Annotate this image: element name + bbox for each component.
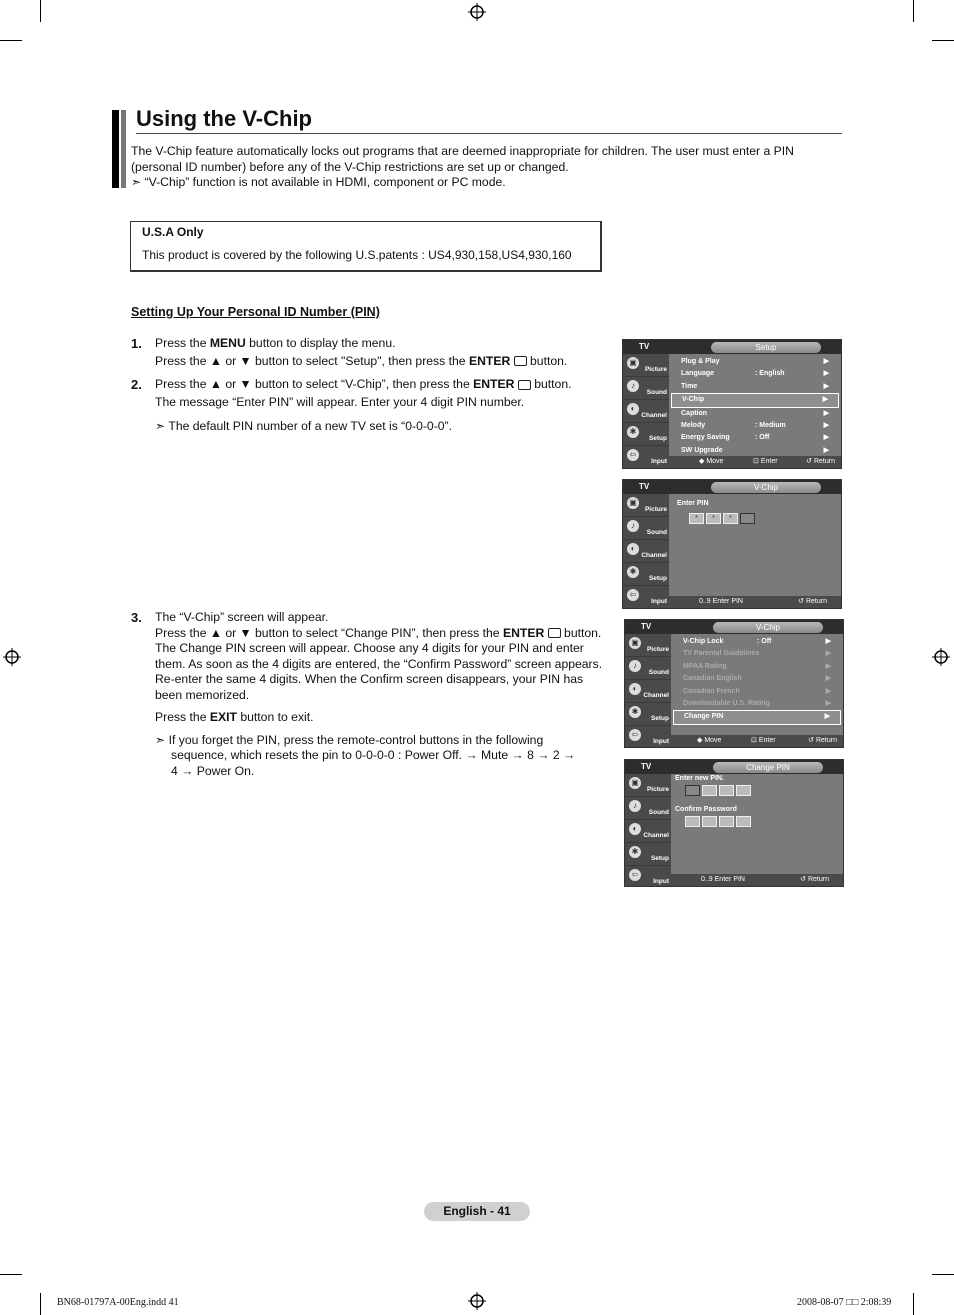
hint-text: Move: [706, 458, 724, 465]
crop-mark: [0, 1274, 22, 1275]
page-title: Using the V-Chip: [136, 106, 312, 131]
tv-menu-label: Language: [681, 370, 715, 378]
arrow-right-icon: ▶: [823, 421, 829, 429]
tv-menu-item[interactable]: [671, 381, 839, 393]
tv-menu-item[interactable]: [671, 420, 839, 432]
input-icon: ⇦: [629, 729, 641, 741]
tv-side-label: Sound: [646, 389, 667, 396]
tv-label: TV: [641, 622, 652, 631]
move-hint: ◆ Move: [699, 458, 724, 465]
registration-mark-icon: [932, 648, 950, 666]
tv-side-label: Input: [651, 598, 667, 605]
pin-digit: [719, 785, 734, 796]
pin-digit: [685, 816, 700, 827]
return-hint: ↺ Return: [798, 598, 827, 605]
tv-side-label: Picture: [646, 646, 669, 653]
hint-text: Return: [805, 598, 827, 605]
tv-menu-item-disabled[interactable]: [673, 686, 841, 698]
step-text: button to display the menu.: [245, 336, 396, 350]
tv-header: [623, 340, 841, 354]
step-text: Press the ▲ or ▼ button to select “V-Chip”, then press the: [155, 377, 474, 391]
tv-change-pin-area: [673, 775, 841, 827]
key-name: ENTER: [502, 625, 545, 640]
tv-side-label: Input: [651, 458, 667, 465]
forgot-pin-note: 4 → Power On.: [171, 763, 255, 778]
tv-sidebar: [625, 774, 671, 887]
hint-text: 0..9: [701, 876, 713, 883]
tv-side-setup[interactable]: [623, 563, 669, 586]
hint-text: Return: [807, 876, 829, 883]
tv-menu-label: Energy Saving: [681, 434, 730, 442]
crop-mark: [932, 1274, 954, 1275]
tv-label: TV: [639, 342, 650, 351]
step-text: been memorized.: [155, 687, 250, 702]
pin-digit: [685, 785, 700, 796]
default-pin-note: ➣ The default PIN number of a new TV set is “0-0-0-0”.: [155, 419, 452, 433]
tv-label: TV: [639, 482, 650, 491]
tv-menu-label: Change PIN: [684, 713, 724, 721]
tv-menu-item[interactable]: [671, 368, 839, 380]
arrow-right-icon: ▶: [825, 699, 831, 707]
hint-text: Enter PIN: [714, 876, 745, 883]
arrow-right-icon: ▶: [823, 382, 829, 390]
tv-label: TV: [641, 762, 652, 771]
tv-menu-value: : Medium: [755, 421, 786, 429]
key-name: EXIT: [209, 710, 237, 724]
tv-menu-label: Caption: [681, 409, 708, 417]
return-hint: ↺ Return: [800, 876, 829, 883]
tv-menu-label: Time: [681, 382, 698, 390]
key-name: ENTER: [468, 353, 511, 368]
hint-text: Enter: [758, 737, 776, 744]
tv-menu-value: : Off: [755, 434, 770, 442]
step-text: The “V-Chip” screen will appear.: [155, 610, 329, 624]
enter-hint: ⊡ Enter: [751, 737, 776, 744]
picture-icon: ▣: [627, 357, 639, 369]
tv-menu-item[interactable]: [673, 636, 841, 648]
tv-help-bar: [671, 735, 843, 747]
step-text: The message “Enter PIN” will appear. Enter your 4 digit PIN number.: [155, 394, 525, 409]
tv-menu-item[interactable]: [671, 408, 839, 420]
tv-tab: V-Chip: [711, 482, 821, 493]
gear-icon: ✱: [627, 426, 639, 438]
crop-mark: [932, 40, 954, 41]
hint-text: Return: [815, 737, 837, 744]
tv-side-sound[interactable]: [625, 797, 671, 820]
tv-side-label: Channel: [641, 552, 667, 559]
gear-icon: ✱: [629, 846, 641, 858]
usa-text: This product is covered by the following U.S.patents : US4,930,158,US4,930,160: [142, 248, 572, 262]
arrow-right-icon: ▶: [823, 358, 829, 365]
tv-menu-label: Canadian English: [683, 675, 742, 683]
tv-pin-area: [671, 496, 839, 524]
tv-help-bar: [669, 596, 841, 608]
step-text: Re-enter the same 4 digits. When the Confirm screen disappears, your PIN has: [155, 672, 584, 686]
tv-sidebar: [625, 634, 671, 748]
arrow-right-icon: ▶: [823, 370, 829, 378]
tv-side-label: Sound: [648, 669, 669, 676]
pin-digit: [702, 785, 717, 796]
step-text: Press the ▲ or ▼ button to select “Change PIN”, then press the: [155, 625, 503, 640]
page-number: English - 41: [424, 1202, 530, 1221]
sound-icon: ♪: [629, 800, 641, 812]
move-hint: ◆ Move: [697, 737, 722, 744]
hdmi-note: ➣ “V-Chip” function is not available in HDMI, component or PC mode.: [131, 175, 506, 189]
tv-side-input[interactable]: [623, 446, 669, 469]
arrow-right-icon: ▶: [825, 662, 831, 670]
tv-menu-item-selected[interactable]: [671, 393, 839, 407]
enter-hint: ⊡ Enter: [753, 458, 778, 465]
step-text: button to exit.: [236, 710, 314, 724]
tv-menu-value: : Off: [757, 638, 772, 645]
enter-icon: [518, 380, 531, 390]
tv-side-channel[interactable]: [623, 540, 669, 563]
confirm-pin-input[interactable]: [673, 816, 841, 827]
arrow-right-icon: ▶: [825, 650, 831, 658]
tv-menu-item-disabled[interactable]: [673, 698, 841, 710]
tv-menu-label: Melody: [681, 421, 706, 429]
tv-side-label: Picture: [644, 506, 667, 513]
sound-icon: ♪: [627, 520, 639, 532]
tv-side-label: Picture: [646, 786, 669, 793]
pin-digit: [702, 816, 717, 827]
sound-icon: ♪: [627, 380, 639, 392]
tv-menu-label: MPAA Rating: [683, 662, 727, 670]
arrow-right-icon: ▶: [825, 638, 831, 645]
hint-text: Enter: [760, 458, 778, 465]
tv-side-label: Input: [653, 738, 669, 745]
tv-header: [625, 620, 843, 634]
picture-icon: ▣: [627, 497, 639, 509]
tv-menu-label: V-Chip Lock: [683, 638, 724, 645]
tv-menu-item-selected[interactable]: [673, 710, 841, 724]
usa-patent-box: [130, 221, 602, 272]
forgot-pin-note: sequence, which resets the pin to 0-0-0-0 : Power Off. → Mute → 8 → 2 →: [171, 748, 576, 762]
enter-icon: [548, 628, 561, 638]
channel-icon: ◐: [629, 683, 641, 695]
key-name: ENTER: [473, 377, 515, 391]
tv-side-label: Setup: [648, 575, 667, 582]
input-icon: ⇦: [629, 869, 641, 881]
forgot-pin-note: ➣ If you forget the PIN, press the remote-control buttons in the following: [155, 732, 544, 747]
tv-side-label: Channel: [643, 692, 669, 699]
tv-side-sound[interactable]: [623, 517, 669, 540]
title-accent-bar: [112, 110, 119, 188]
arrow-right-icon: ▶: [825, 687, 831, 695]
crop-mark: [913, 1293, 914, 1315]
sound-icon: ♪: [629, 660, 641, 672]
tv-side-setup[interactable]: [625, 843, 671, 866]
enter-pin-hint: [701, 874, 745, 886]
picture-icon: ▣: [629, 637, 641, 649]
confirm-password-label: Confirm Password: [675, 806, 737, 813]
hint-text: 0..9: [699, 598, 711, 605]
tv-menu-label: Downloadable U.S. Rating: [683, 699, 770, 707]
tv-side-label: Channel: [641, 412, 667, 419]
tv-menu-item[interactable]: [671, 432, 839, 444]
pin-digit: [719, 816, 734, 827]
step-text: Press the: [155, 710, 210, 724]
tv-side-input[interactable]: [625, 726, 671, 748]
pin-digit: *: [689, 513, 704, 524]
pin-digit: [736, 816, 751, 827]
tv-side-label: Setup: [650, 855, 669, 862]
enter-pin-hint: [699, 596, 743, 608]
arrow-right-icon: ▶: [823, 409, 829, 417]
tv-menu-item-disabled[interactable]: [673, 673, 841, 685]
arrow-right-icon: ▶: [822, 396, 828, 404]
tv-menu-label: TV Parental Guidelines: [683, 650, 760, 658]
tv-side-input[interactable]: [625, 866, 671, 887]
tv-side-picture[interactable]: [623, 494, 669, 517]
crop-mark: [913, 0, 914, 22]
registration-mark-icon: [468, 1292, 486, 1310]
title-accent-bar: [121, 110, 126, 188]
tv-screen-vchip: [624, 619, 844, 748]
crop-mark: [40, 1293, 41, 1315]
tv-side-setup[interactable]: [623, 423, 669, 446]
arrow-right-icon: ▶: [823, 434, 829, 442]
gear-icon: ✱: [629, 706, 641, 718]
tv-side-channel[interactable]: [625, 680, 671, 703]
tv-menu-item[interactable]: [671, 356, 839, 368]
tv-side-label: Sound: [648, 809, 669, 816]
picture-icon: ▣: [629, 777, 641, 789]
tv-sidebar: [623, 494, 669, 609]
tv-side-label: Setup: [648, 435, 667, 442]
tv-side-label: Sound: [646, 529, 667, 536]
pin-digit: [740, 513, 755, 524]
tv-side-sound[interactable]: [625, 657, 671, 680]
tv-tab: V-Chip: [713, 622, 823, 633]
tv-menu-label: Canadian French: [683, 687, 740, 695]
tv-side-sound[interactable]: [623, 377, 669, 400]
date-slug: 2008-08-07 □□ 2:08:39: [797, 1297, 892, 1308]
title-divider: [136, 133, 842, 134]
channel-icon: ◐: [627, 403, 639, 415]
tv-help-bar: [669, 456, 841, 468]
usa-title: U.S.A Only: [142, 225, 204, 239]
arrow-right-icon: ▶: [825, 675, 831, 683]
step-number: 1.: [131, 336, 142, 351]
step-text: button.: [560, 625, 602, 640]
key-name: MENU: [209, 336, 246, 350]
tv-side-channel[interactable]: [623, 400, 669, 423]
step-text: Press the: [155, 336, 210, 350]
return-hint: ↺ Return: [808, 737, 837, 744]
pin-digit: [736, 785, 751, 796]
new-pin-input[interactable]: [673, 785, 841, 796]
tv-menu-label: V-Chip: [682, 396, 705, 404]
tv-side-setup[interactable]: [625, 703, 671, 726]
tv-side-picture[interactable]: [623, 354, 669, 377]
tv-side-label: Input: [653, 878, 669, 885]
channel-icon: ◐: [629, 823, 641, 835]
tv-menu-list: [671, 356, 839, 457]
enter-pin-label: Enter PIN: [677, 500, 709, 507]
crop-mark: [0, 40, 22, 41]
tv-sidebar: [623, 354, 669, 469]
tv-side-label: Channel: [643, 832, 669, 839]
intro-paragraph: The V-Chip feature automatically locks out programs that are deemed inappropriate for children. The user must enter a PIN (personal ID number) before any of the V-Chip restrictions are set up or changed.: [131, 144, 794, 174]
registration-mark-icon: [3, 648, 21, 666]
section-heading: Setting Up Your Personal ID Number (PIN): [131, 305, 380, 319]
gear-icon: ✱: [627, 566, 639, 578]
step-text: button.: [530, 377, 572, 391]
step-text: The Change PIN screen will appear. Choose any 4 digits for your PIN and enter: [155, 641, 584, 655]
tv-screen-enter-pin: [622, 479, 842, 609]
return-hint: ↺ Return: [806, 458, 835, 465]
arrow-right-icon: ▶: [824, 713, 830, 721]
input-icon: ⇦: [627, 589, 639, 601]
tv-header: [623, 480, 841, 494]
pin-input[interactable]: [671, 513, 839, 524]
tv-side-label: Setup: [650, 715, 669, 722]
tv-side-input[interactable]: [623, 586, 669, 609]
tv-tab: Setup: [711, 342, 821, 353]
step-number: 3.: [131, 610, 142, 625]
file-slug: BN68-01797A-00Eng.indd 41: [57, 1297, 179, 1308]
hint-text: Enter PIN: [712, 598, 743, 605]
tv-menu-item-disabled[interactable]: [673, 661, 841, 673]
step-number: 2.: [131, 377, 142, 392]
registration-mark-icon: [468, 3, 486, 21]
tv-header: [625, 760, 843, 774]
tv-menu-item-disabled[interactable]: [673, 648, 841, 660]
crop-mark: [40, 0, 41, 22]
step-text: them. As soon as the 4 digits are entered, the “Confirm Password” screen appears.: [155, 656, 603, 671]
new-pin-label: Enter new PIN.: [675, 775, 725, 782]
tv-screen-setup: [622, 339, 842, 469]
tv-side-picture[interactable]: [625, 634, 671, 657]
hint-text: Return: [813, 458, 835, 465]
channel-icon: ◐: [627, 543, 639, 555]
tv-menu-label: SW Upgrade: [681, 446, 723, 454]
pin-digit: *: [706, 513, 721, 524]
step-text: button.: [526, 353, 568, 368]
tv-side-channel[interactable]: [625, 820, 671, 843]
tv-tab: Change PIN: [713, 762, 823, 773]
hint-text: Move: [704, 737, 722, 744]
tv-menu-value: : English: [755, 370, 785, 378]
step-text: Press the ▲ or ▼ button to select "Setup", then press the: [155, 353, 469, 368]
pin-digit: *: [723, 513, 738, 524]
tv-screen-change-pin: [624, 759, 844, 887]
arrow-right-icon: ▶: [823, 446, 829, 454]
tv-menu-label: Plug & Play: [681, 358, 720, 365]
enter-icon: [514, 356, 527, 366]
tv-side-picture[interactable]: [625, 774, 671, 797]
input-icon: ⇦: [627, 449, 639, 461]
tv-menu-list: [673, 636, 841, 725]
tv-help-bar: [671, 874, 843, 886]
tv-side-label: Picture: [644, 366, 667, 373]
